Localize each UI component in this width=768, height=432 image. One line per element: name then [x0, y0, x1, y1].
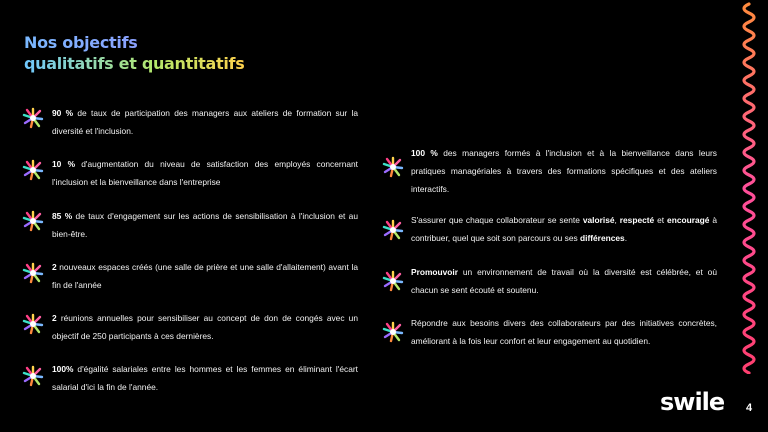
objective-item: 10 % d'augmentation du niveau de satisfaction des employés concernant l'inclusion et la bienveillance dans l'entreprise [52, 159, 358, 187]
objective-item: 100 % des managers formés à l'inclusion et à la bienveillance dans leurs pratiques managériales à travers des formations spécifiques et des ateliers interactifs. [411, 148, 717, 194]
objective-item: 100% d'égalité salariales entre les hommes et les femmes en éliminant l'écart salarial d'ici la fin de l'année. [52, 364, 358, 392]
colorful-hands-icon [22, 262, 44, 284]
colorful-hands-icon [382, 270, 404, 292]
colorful-hands-icon [22, 159, 44, 181]
objective-item: 2 nouveaux espaces créés (une salle de prière et une salle d'allaitement) avant la fin de l'année [52, 262, 358, 290]
title-line-1: Nos objectifs [24, 32, 244, 53]
objective-item: 85 % de taux d'engagement sur les actions de sensibilisation à l'inclusion et au bien-être. [52, 211, 359, 239]
colorful-hands-icon [22, 365, 44, 387]
colorful-hands-icon [382, 321, 404, 343]
objective-item: 2 réunions annuelles pour sensibiliser au concept de don de congés avec un objectif de 250 participants à ces dernières. [52, 313, 358, 341]
objective-item: Promouvoir un environnement de travail où la diversité est célébrée, et où chacun se sent écouté et soutenu. [411, 267, 717, 295]
colorful-hands-icon [22, 313, 44, 335]
objective-item: S'assurer que chaque collaborateur se sente valorisé, respecté et encouragé à contribuer, quel que soit son parcours ou ses différences. [411, 215, 717, 243]
colorful-hands-icon [22, 107, 44, 129]
colorful-hands-icon [382, 156, 404, 178]
page-number: 4 [746, 402, 753, 414]
objective-item: Répondre aux besoins divers des collaborateurs par des initiatives concrètes, améliorant à la fois leur confort et leur engagement au quotidien. [411, 318, 717, 346]
decorative-squiggle [736, 0, 762, 374]
colorful-hands-icon [382, 219, 404, 241]
swile-logo: swile [660, 388, 725, 416]
title-line-2: qualitatifs et quantitatifs [24, 54, 245, 73]
objective-item: 90 % de taux de participation des managers aux ateliers de formation sur la diversité et l'inclusion. [52, 108, 358, 136]
colorful-hands-icon [22, 210, 44, 232]
slide-title [24, 32, 244, 74]
